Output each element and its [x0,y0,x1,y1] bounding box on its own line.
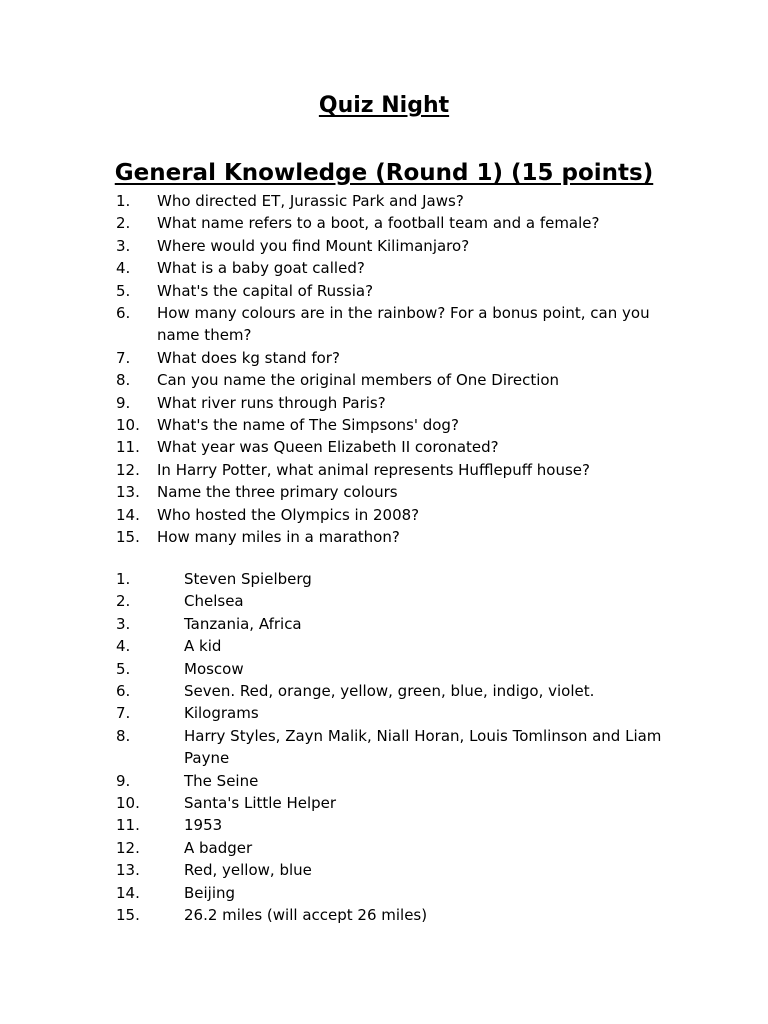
question-item-text: Where would you find Mount Kilimanjaro? [157,236,470,255]
answer-item-text: Santa's Little Helper [184,794,337,813]
answer-item [116,792,676,814]
answer-item-text: Red, yellow, blue [184,861,312,880]
answer-item-text: Steven Spielberg [184,570,312,588]
answer-item-number: 2. [116,592,131,611]
question-item-text: Can you name the original members of One Direction [157,371,560,390]
question-item-text: How many colours are in the rainbow? For a bonus point, can you name them? [157,304,650,345]
question-item-text: Name the three primary colours [157,483,398,502]
question-item-text: What year was Queen Elizabeth II coronated? [157,438,499,457]
answer-item [116,658,676,680]
answer-item [116,702,676,724]
question-item-number: 9. [116,393,131,412]
question-item-number: 12. [116,460,140,479]
question-item-text: How many miles in a marathon? [157,528,400,547]
question-item-number: 3. [116,236,131,255]
answer-item [116,635,676,657]
answer-item-number: 15. [116,906,140,925]
question-item [116,347,686,369]
question-item [116,280,686,302]
question-item-text: What's the capital of Russia? [157,281,374,300]
question-item [116,212,686,234]
answer-item-text: Chelsea [184,592,244,611]
question-item-number: 11. [116,438,140,457]
question-item [116,504,686,526]
question-item [116,257,686,279]
question-item-number: 8. [116,371,131,390]
question-item-number: 1. [116,192,131,210]
question-item [116,302,686,347]
answer-item [116,590,676,612]
question-item-text: In Harry Potter, what animal represents Hufflepuff house? [157,460,591,479]
answer-item [116,859,676,881]
question-item [116,369,686,391]
answer-item-text: Seven. Red, orange, yellow, green, blue, indigo, violet. [184,682,595,701]
question-item-text: Who directed ET, Jurassic Park and Jaws? [157,192,464,210]
question-item [116,235,686,257]
answer-item [116,680,676,702]
answer-item-number: 4. [116,637,131,656]
question-item-text: What does kg stand for? [157,348,340,367]
question-item-text: What's the name of The Simpsons' dog? [157,416,459,435]
question-list [116,190,686,549]
answer-item [116,613,676,635]
answer-item-text: 1953 [184,816,223,835]
answer-item-text: 26.2 miles (will accept 26 miles) [184,906,428,925]
answer-item-number: 1. [116,570,131,588]
question-item-number: 4. [116,259,131,278]
answer-item-number: 3. [116,614,131,633]
question-item-number: 2. [116,214,131,233]
question-item [116,392,686,414]
question-item-number: 7. [116,348,131,367]
answer-item [116,837,676,859]
answer-item-number: 6. [116,682,131,701]
answer-item-number: 14. [116,883,140,902]
answer-item [116,770,676,792]
question-item-number: 6. [116,304,131,323]
question-item-number: 14. [116,505,140,524]
question-item [116,414,686,436]
question-item-number: 5. [116,281,131,300]
answer-item [116,814,676,836]
answer-item-number: 9. [116,771,131,790]
answer-item-text: Tanzania, Africa [184,614,302,633]
question-item [116,190,686,212]
question-item-number: 15. [116,528,140,547]
answer-item-number: 10. [116,794,140,813]
document-title: Quiz Night [318,93,450,118]
answer-list [116,568,676,927]
question-item-text: What name refers to a boot, a football team and a female? [157,214,600,233]
answer-item-text: A badger [184,838,253,857]
answer-item-text: Moscow [184,659,244,678]
answer-item-number: 12. [116,838,140,857]
answer-item-text: Kilograms [184,704,259,723]
answer-item [116,568,676,590]
answer-item [116,725,676,770]
question-item [116,481,686,503]
answer-item-text: Beijing [184,883,236,902]
question-item-text: What is a baby goat called? [157,259,365,278]
answer-item-text: The Seine [184,771,259,790]
question-item [116,526,686,548]
answer-item [116,904,676,926]
question-item [116,459,686,481]
answer-item-number: 13. [116,861,140,880]
question-item-text: What river runs through Paris? [157,393,386,412]
question-item [116,436,686,458]
answer-item-text: A kid [184,637,222,656]
answer-item-number: 8. [116,726,131,745]
answer-item-text: Harry Styles, Zayn Malik, Niall Horan, Louis Tomlinson and Liam Payne [184,726,662,768]
question-item-number: 13. [116,483,140,502]
answer-item-number: 7. [116,704,131,723]
question-item-number: 10. [116,416,140,435]
question-item-text: Who hosted the Olympics in 2008? [157,505,420,524]
answer-item-number: 11. [116,816,140,835]
answer-item [116,882,676,904]
section-heading: General Knowledge (Round 1) (15 points) [114,160,654,186]
answer-item-number: 5. [116,659,131,678]
